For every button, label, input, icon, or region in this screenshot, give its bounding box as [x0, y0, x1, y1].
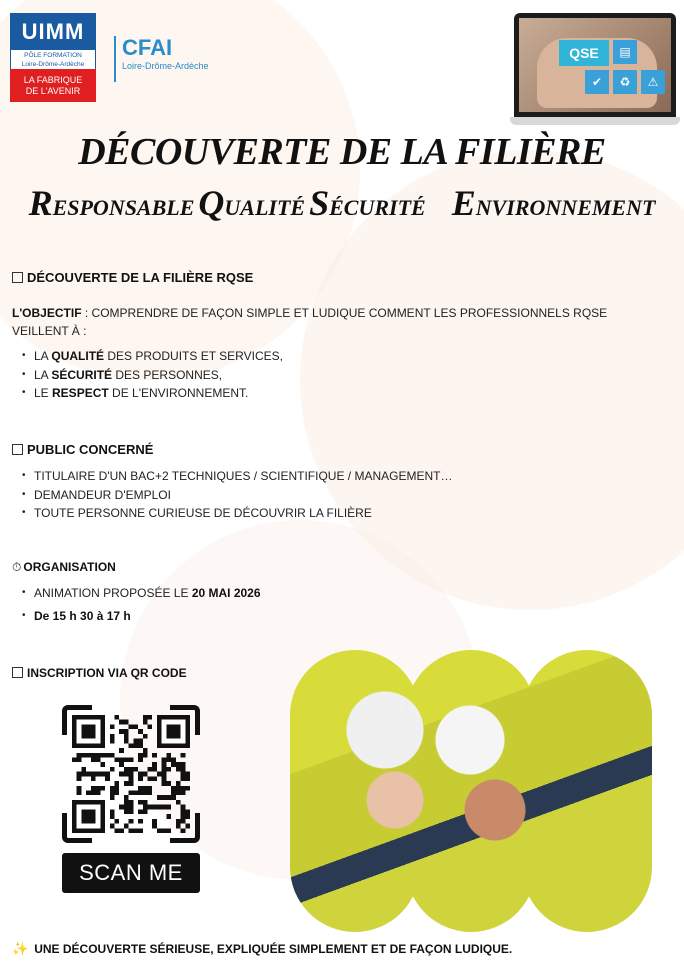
certificate-icon: ▤ — [613, 40, 637, 64]
laptop-screen — [514, 13, 676, 117]
uimm-name: UIMM — [10, 13, 96, 50]
subtitle-initial-r: R — [28, 183, 53, 223]
section-registration-heading-text: INSCRIPTION VIA QR CODE — [27, 666, 187, 680]
list-item: • TITULAIRE D'UN BAC+2 TECHNIQUES / SCIENTIFIQUE / MANAGEMENT… — [12, 467, 452, 486]
list-item — [12, 347, 283, 366]
missing-glyph-icon — [12, 444, 23, 455]
objective-body: : COMPRENDRE DE FAÇON SIMPLE ET LUDIQUE COMMENT LES PROFESSIONNELS RQSE VEILLENT À : — [12, 306, 608, 338]
section-discovery-heading-text: DÉCOUVERTE DE LA FILIÈRE RQSE — [27, 270, 254, 285]
list-item — [12, 366, 283, 385]
uimm-tagline-2: DE L'AVENIR — [25, 86, 81, 96]
uimm-logo — [10, 13, 96, 102]
item-suffix: DES PERSONNES, — [112, 367, 223, 382]
subtitle-initial-e: E — [451, 183, 476, 223]
subtitle-initial-s: S — [309, 183, 330, 223]
event-time: De 15 h 30 à 17 h — [34, 608, 131, 623]
subtitle-rest-e: NVIRONNEMENT — [475, 195, 656, 220]
section-audience-heading-text: PUBLIC CONCERNÉ — [27, 442, 154, 457]
subtitle-rest-s: ÉCURITÉ — [329, 195, 426, 220]
audience-list — [12, 467, 452, 523]
recycle-icon: ♻ — [613, 70, 637, 94]
uimm-tagline-1: LA FABRIQUE — [23, 75, 83, 85]
item-keyword: SÉCURITÉ — [51, 367, 113, 382]
list-item — [12, 384, 283, 403]
section-audience-heading — [12, 442, 153, 457]
footer-tagline — [12, 941, 512, 957]
qse-laptop-image — [514, 13, 676, 125]
qr-code[interactable] — [62, 705, 200, 843]
cfai-region: Loire-Drôme-Ardèche — [122, 61, 209, 71]
item-suffix: DES PRODUITS ET SERVICES, — [104, 349, 283, 363]
item-suffix: DE L'ENVIRONNEMENT. — [108, 386, 249, 400]
item-keyword: QUALITÉ — [51, 349, 105, 363]
footer-text: UNE DÉCOUVERTE SÉRIEUSE, EXPLIQUÉE SIMPLEMENT ET DE FAÇON LUDIQUE. — [34, 942, 513, 956]
photo-lobe — [290, 650, 420, 932]
qse-photo — [519, 18, 671, 112]
laptop-base — [510, 117, 680, 125]
page-title: DÉCOUVERTE DE LA FILIÈRE — [78, 131, 606, 173]
qse-tile: QSE — [559, 40, 609, 66]
page-subtitle — [0, 182, 684, 224]
uimm-pole — [10, 50, 96, 69]
section-registration-heading — [12, 666, 187, 680]
photo-lobe — [522, 650, 652, 932]
stopwatch-icon: ⏱ — [12, 560, 22, 574]
subtitle-initial-q: Q — [198, 183, 225, 223]
organisation-list — [12, 584, 261, 625]
cfai-name: CFAI — [122, 35, 173, 60]
objective-label: L'OBJECTIF — [12, 306, 82, 320]
uimm-tagline — [10, 69, 96, 102]
warning-icon: ⚠ — [641, 70, 665, 94]
item-prefix: LA — [34, 367, 52, 382]
list-item — [12, 607, 261, 626]
item-keyword: RESPECT — [52, 386, 109, 400]
objective-text — [12, 304, 652, 340]
list-item: • TOUTE PERSONNE CURIEUSE DE DÉCOUVRIR LA FILIÈRE — [12, 504, 452, 523]
list-item: • DEMANDEUR D'EMPLOI — [12, 486, 452, 505]
objective-list — [12, 347, 283, 403]
section-organisation-heading — [12, 560, 116, 575]
subtitle-rest-q: UALITÉ — [224, 195, 306, 220]
item-prefix: LE — [34, 386, 53, 400]
uimm-line1: PÔLE FORMATION — [24, 52, 82, 59]
shield-check-icon: ✔ — [585, 70, 609, 94]
section-organisation-heading-text: ORGANISATION — [23, 560, 116, 574]
scan-me-button[interactable]: SCAN ME — [62, 853, 200, 893]
cfai-logo — [114, 36, 234, 82]
missing-glyph-icon — [12, 272, 23, 283]
missing-glyph-icon — [12, 667, 23, 678]
event-date: 20 MAI 2026 — [191, 586, 261, 600]
uimm-line2: Loire-Drôme-Ardèche — [21, 61, 85, 68]
qr-pattern — [72, 715, 190, 833]
event-prefix: ANIMATION PROPOSÉE LE — [34, 586, 192, 600]
photo-lobe — [406, 650, 536, 932]
subtitle-rest-r: ESPONSABLE — [52, 195, 195, 220]
sparkle-icon: ✨ — [12, 941, 29, 956]
workers-photo — [290, 650, 652, 932]
item-prefix: LA — [34, 349, 52, 363]
section-discovery-heading — [12, 270, 253, 285]
list-item — [12, 584, 261, 603]
